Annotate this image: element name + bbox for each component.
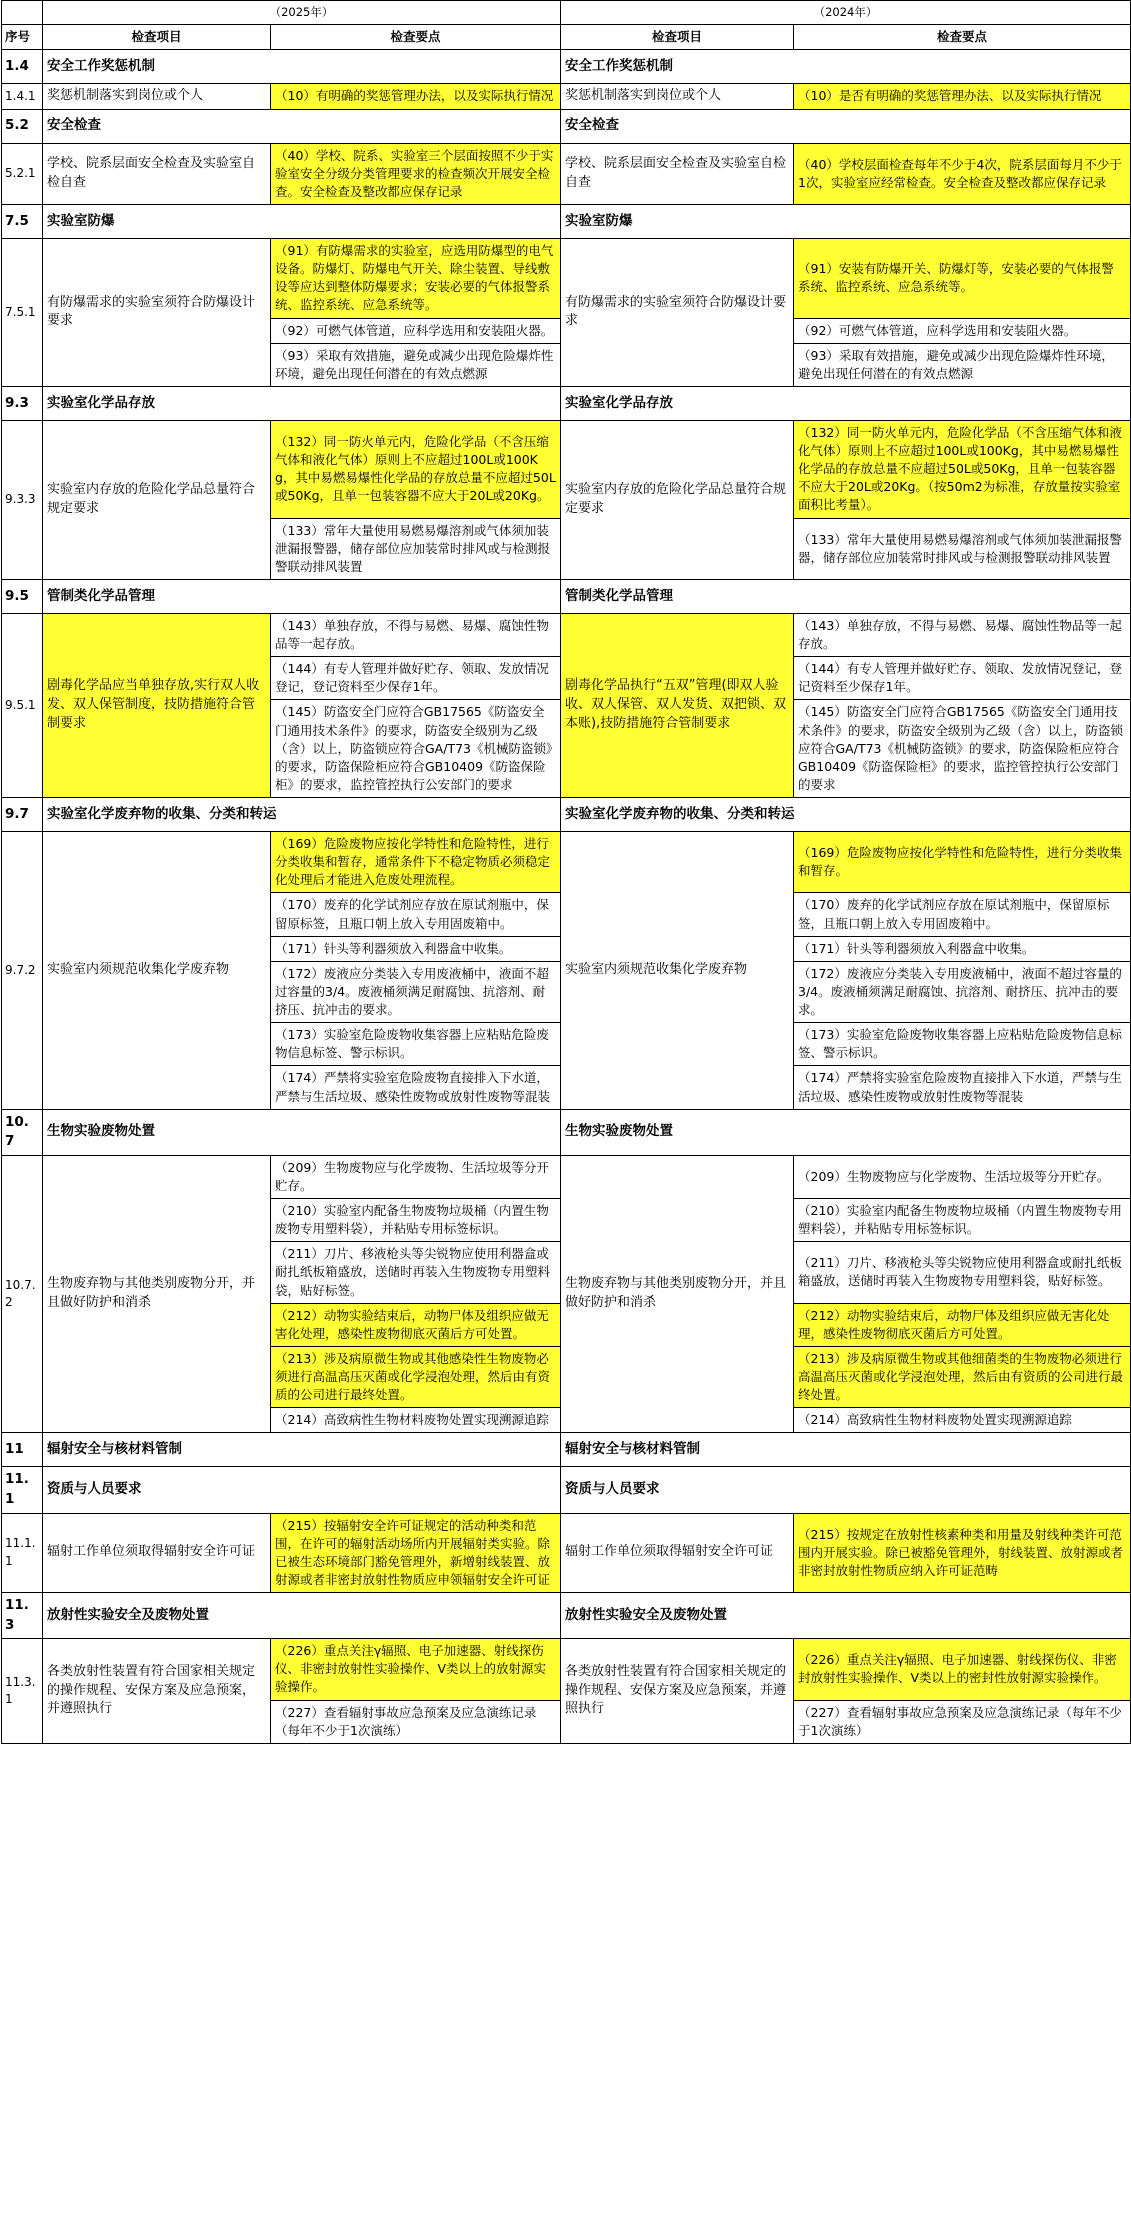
check-point-2025: （226）重点关注γ辐照、电子加速器、射线探伤仪、非密封放射性实验操作、V类以上的放射源实验操作。 [271,1639,561,1700]
section-row [2,1467,1131,1513]
section-row [2,1593,1131,1639]
section-number: 11.1 [2,1467,43,1513]
section-number: 11 [2,1433,43,1467]
check-item-row [2,239,1131,319]
check-point-2025: （211）刀片、移液枪头等尖锐物应使用利器盒或耐扎纸板箱盛放，送储时再装入生物废物专用塑料袋，贴好标签。 [271,1242,561,1303]
check-point-2025: （10）有明确的奖惩管理办法，以及实际执行情况 [271,83,561,109]
section-number: 11.3 [2,1593,43,1639]
check-point-2024: （91）安装有防爆开关、防爆灯等，安装必要的气体报警系统、监控系统、应急系统等。 [794,239,1131,319]
check-point-2024: （172）废液应分类装入专用废液桶中，液面不超过容量的3/4。废液桶须满足耐腐蚀、抗溶剂、耐挤压、抗冲击的要求。 [794,961,1131,1022]
section-row [2,1109,1131,1155]
section-title-2024: 管制类化学品管理 [561,579,1131,613]
check-point-2024: （226）重点关注γ辐照、电子加速器、射线探伤仪、非密封放射性实验操作、V类以上的密封性放射源实验操作。 [794,1639,1131,1700]
check-point-2025: （169）危险废物应按化学特性和危险特性，进行分类收集和暂存，通常条件下不稳定物质必须稳定化处理后才能进入危废处理流程。 [271,832,561,893]
check-item-2025: 辐射工作单位须取得辐射安全许可证 [43,1513,271,1593]
check-item-row [2,832,1131,893]
header-item-2025: 检查项目 [43,24,271,49]
section-number: 7.5 [2,205,43,239]
check-point-2024: （173）实验室危险废物收集容器上应粘贴危险废物信息标签、警示标识。 [794,1023,1131,1066]
check-point-2025: （92）可燃气体管道，应科学选用和安装阻火器。 [271,318,561,343]
check-point-2025: （143）单独存放，不得与易燃、易爆、腐蚀性物品等一起存放。 [271,613,561,656]
check-point-2025: （209）生物废物应与化学废物、生活垃圾等分开贮存。 [271,1155,561,1198]
check-point-2024: （171）针头等利器须放入利器盒中收集。 [794,936,1131,961]
item-number: 11.1.1 [2,1513,43,1593]
check-item-row [2,420,1131,518]
section-row [2,579,1131,613]
check-point-2025: （214）高致病性生物材料废物处置实现溯源追踪 [271,1408,561,1433]
check-point-2024: （170）废弃的化学试剂应存放在原试剂瓶中，保留原标签，且瓶口朝上放入专用固废箱中。 [794,893,1131,936]
check-point-2025: （213）涉及病原微生物或其他感染性生物废物必须进行高温高压灭菌或化学浸泡处理，然后由有资质的公司进行最终处置。 [271,1346,561,1407]
section-title-2025: 辐射安全与核材料管制 [43,1433,561,1467]
item-number: 5.2.1 [2,143,43,204]
check-point-2025: （227）查看辐射事故应急预案及应急演练记录（每年不少于1次演练） [271,1700,561,1743]
check-point-2025: （172）废液应分类装入专用废液桶中，液面不超过容量的3/4。废液桶须满足耐腐蚀、抗溶剂、耐挤压、抗冲击的要求。 [271,961,561,1022]
check-item-row [2,143,1131,204]
check-item-2025: 学校、院系层面安全检查及实验室自检自查 [43,143,271,204]
section-title-2025: 安全检查 [43,109,561,143]
comparison-table [1,0,1131,1744]
section-number: 9.7 [2,798,43,832]
check-point-2024: （92）可燃气体管道，应科学选用和安装阻火器。 [794,318,1131,343]
header-no: 序号 [2,24,43,49]
check-item-2025: 各类放射性装置有符合国家相关规定的操作规程、安保方案及应急预案，并遵照执行 [43,1639,271,1744]
check-point-2025: （170）废弃的化学试剂应存放在原试剂瓶中，保留原标签，且瓶口朝上放入专用固废箱中。 [271,893,561,936]
column-header-row [2,24,1131,49]
check-item-2024: 学校、院系层面安全检查及实验室自检自查 [561,143,794,204]
section-title-2025: 资质与人员要求 [43,1467,561,1513]
year-2025-label: （2025年） [43,1,561,25]
check-point-2025: （171）针头等利器须放入利器盒中收集。 [271,936,561,961]
check-point-2024: （145）防盗安全门应符合GB17565《防盗安全门通用技术条件》的要求，防盗安全级别为乙级（含）以上，防盗锁应符合GA/T73《机械防盗锁》的要求，防盗保险柜应符合GB10409《防盗保险柜》的要求，监控管控执行公安部门的要求 [794,700,1131,798]
section-title-2025: 安全工作奖惩机制 [43,49,561,83]
check-item-row [2,613,1131,656]
check-point-2025: （144）有专人管理并做好贮存、领取、发放情况登记，登记资料至少保存1年。 [271,657,561,700]
section-title-2025: 管制类化学品管理 [43,579,561,613]
header-point-2025: 检查要点 [271,24,561,49]
check-point-2025: （133）常年大量使用易燃易爆溶剂或气体须加装泄漏报警器，储存部位应加装常时排风或与检测报警联动排风装置 [271,518,561,579]
check-item-2024: 奖惩机制落实到岗位或个人 [561,83,794,109]
check-point-2025: （215）按辐射安全许可证规定的活动种类和范围，在许可的辐射活动场所内开展辐射类实验。除已被生态环境部门豁免管理外，新增射线装置、放射源或者非密封放射性物质应申领辐射安全许可证 [271,1513,561,1593]
section-title-2024: 放射性实验安全及废物处置 [561,1593,1131,1639]
item-number: 7.5.1 [2,239,43,387]
item-number: 11.3.1 [2,1639,43,1744]
check-item-2025: 实验室内存放的危险化学品总量符合规定要求 [43,420,271,579]
check-point-2024: （10）是否有明确的奖惩管理办法、以及实际执行情况 [794,83,1131,109]
check-item-2025: 实验室内须规范收集化学废弃物 [43,832,271,1110]
check-point-2024: （169）危险废物应按化学特性和危险特性，进行分类收集和暂存。 [794,832,1131,893]
check-point-2025: （173）实验室危险废物收集容器上应粘贴危险废物信息标签、警示标识。 [271,1023,561,1066]
item-number: 1.4.1 [2,83,43,109]
section-row [2,49,1131,83]
section-number: 10.7 [2,1109,43,1155]
header-point-2024: 检查要点 [794,24,1131,49]
check-item-2024: 各类放射性装置有符合国家相关规定的操作规程、安保方案及应急预案，并遵照执行 [561,1639,794,1744]
check-item-2024: 有防爆需求的实验室须符合防爆设计要求 [561,239,794,387]
section-title-2024: 实验室防爆 [561,205,1131,239]
check-item-row [2,1155,1131,1198]
check-point-2025: （91）有防爆需求的实验室，应选用防爆型的电气设备。防爆灯、防爆电气开关、除尘装置、导线敷设等应达到整体防爆要求；安装必要的气体报警系统、监控系统、应急系统等。 [271,239,561,319]
check-item-2025: 奖惩机制落实到岗位或个人 [43,83,271,109]
check-point-2024: （227）查看辐射事故应急预案及应急演练记录（每年不少于1次演练） [794,1700,1131,1743]
check-item-row [2,1639,1131,1700]
header-item-2024: 检查项目 [561,24,794,49]
check-point-2024: （210）实验室内配备生物废物垃圾桶（内置生物废物专用塑料袋），并粘贴专用标签标识。 [794,1199,1131,1242]
year-header-row [2,1,1131,25]
check-item-2025: 生物废弃物与其他类别废物分开，并且做好防护和消杀 [43,1155,271,1433]
section-title-2024: 安全工作奖惩机制 [561,49,1131,83]
section-title-2024: 实验室化学废弃物的收集、分类和转运 [561,798,1131,832]
check-item-2024: 生物废弃物与其他类别废物分开，并且做好防护和消杀 [561,1155,794,1433]
section-row [2,109,1131,143]
check-point-2025: （210）实验室内配备生物废物垃圾桶（内置生物废物专用塑料袋），并粘贴专用标签标识。 [271,1199,561,1242]
section-title-2024: 资质与人员要求 [561,1467,1131,1513]
section-title-2025: 放射性实验安全及废物处置 [43,1593,561,1639]
section-row [2,1433,1131,1467]
section-number: 1.4 [2,49,43,83]
check-point-2024: （213）涉及病原微生物或其他细菌类的生物废物必须进行高温高压灭菌或化学浸泡处理，然后由有资质的公司进行最终处置。 [794,1346,1131,1407]
check-point-2024: （133）常年大量使用易燃易爆溶剂或气体须加装泄漏报警器，储存部位应加装常时排风或与检测报警联动排风装置 [794,518,1131,579]
section-row [2,798,1131,832]
check-item-2024: 实验室内须规范收集化学废弃物 [561,832,794,1110]
check-point-2025: （93）采取有效措施，避免或减少出现危险爆炸性环境，避免出现任何潜在的有效点燃源 [271,343,561,386]
check-item-2025: 剧毒化学品应当单独存放,实行双人收发、双人保管制度，技防措施符合管制要求 [43,613,271,797]
section-row [2,386,1131,420]
check-point-2025: （132）同一防火单元内，危险化学品（不含压缩气体和液化气体）原则上不应超过100L或100Kg，其中易燃易爆性化学品的存放总量不应超过50L或50Kg，且单一包装容器不应大于20L或20Kg。 [271,420,561,518]
check-point-2024: （93）采取有效措施，避免或减少出现危险爆炸性环境，避免出现任何潜在的有效点燃源 [794,343,1131,386]
section-title-2024: 安全检查 [561,109,1131,143]
check-point-2025: （145）防盗安全门应符合GB17565《防盗安全门通用技术条件》的要求，防盗安全级别为乙级（含）以上，防盗锁应符合GA/T73《机械防盗锁》的要求，防盗保险柜应符合GB10409《防盗保险柜》的要求，监控管控执行公安部门的要求 [271,700,561,798]
check-point-2025: （40）学校、院系、实验室三个层面按照不少于实验室安全分级分类管理要求的检查频次开展安全检查。安全检查及整改都应保存记录 [271,143,561,204]
check-item-row [2,83,1131,109]
item-number: 9.5.1 [2,613,43,797]
check-point-2024: （143）单独存放，不得与易燃、易爆、腐蚀性物品等一起存放。 [794,613,1131,656]
check-point-2025: （212）动物实验结束后，动物尸体及组织应做无害化处理，感染性废物彻底灭菌后方可处置。 [271,1303,561,1346]
section-number: 9.5 [2,579,43,613]
section-number: 9.3 [2,386,43,420]
year-header-blank [2,1,43,25]
check-item-2024: 实验室内存放的危险化学品总量符合规定要求 [561,420,794,579]
check-item-2024: 辐射工作单位须取得辐射安全许可证 [561,1513,794,1593]
check-item-2024: 剧毒化学品执行“五双”管理(即双人验收、双人保管、双人发货、双把锁、双本账),技防措施符合管制要求 [561,613,794,797]
item-number: 9.7.2 [2,832,43,1110]
check-point-2025: （174）严禁将实验室危险废物直接排入下水道，严禁与生活垃圾、感染性废物或放射性废物等混装 [271,1066,561,1109]
check-point-2024: （174）严禁将实验室危险废物直接排入下水道，严禁与生活垃圾、感染性废物或放射性废物等混装 [794,1066,1131,1109]
check-point-2024: （211）刀片、移液枪头等尖锐物应使用利器盒或耐扎纸板箱盛放，送储时再装入生物废物专用塑料袋，贴好标签。 [794,1242,1131,1303]
section-title-2024: 生物实验废物处置 [561,1109,1131,1155]
check-point-2024: （144）有专人管理并做好贮存、领取、发放情况登记，登记资料至少保存1年。 [794,657,1131,700]
section-title-2024: 实验室化学品存放 [561,386,1131,420]
section-title-2025: 生物实验废物处置 [43,1109,561,1155]
section-title-2024: 辐射安全与核材料管制 [561,1433,1131,1467]
item-number: 9.3.3 [2,420,43,579]
section-row [2,205,1131,239]
section-title-2025: 实验室化学品存放 [43,386,561,420]
item-number: 10.7.2 [2,1155,43,1433]
check-point-2024: （215）按规定在放射性核素种类和用量及射线种类许可范围内开展实验。除已被豁免管理外，射线装置、放射源或者非密封放射性物质应纳入许可证范畴 [794,1513,1131,1593]
check-item-row [2,1513,1131,1593]
check-point-2024: （40）学校层面检查每年不少于4次，院系层面每月不少于1次，实验室应经常检查。安全检查及整改都应保存记录 [794,143,1131,204]
check-point-2024: （209）生物废物应与化学废物、生活垃圾等分开贮存。 [794,1155,1131,1198]
year-2024-label: （2024年） [561,1,1131,25]
check-point-2024: （214）高致病性生物材料废物处置实现溯源追踪 [794,1408,1131,1433]
check-item-2025: 有防爆需求的实验室须符合防爆设计要求 [43,239,271,387]
check-point-2024: （212）动物实验结束后，动物尸体及组织应做无害化处理，感染性废物彻底灭菌后方可处置。 [794,1303,1131,1346]
section-title-2025: 实验室防爆 [43,205,561,239]
check-point-2024: （132）同一防火单元内，危险化学品（不含压缩气体和液化气体）原则上不应超过100L或100Kg，其中易燃易爆性化学品的存放总量不应超过50L或50Kg，且单一包装容器不应大于20L或20Kg。（按50m2为标准，存放量按实验室面积比考量）。 [794,420,1131,518]
section-number: 5.2 [2,109,43,143]
section-title-2025: 实验室化学废弃物的收集、分类和转运 [43,798,561,832]
